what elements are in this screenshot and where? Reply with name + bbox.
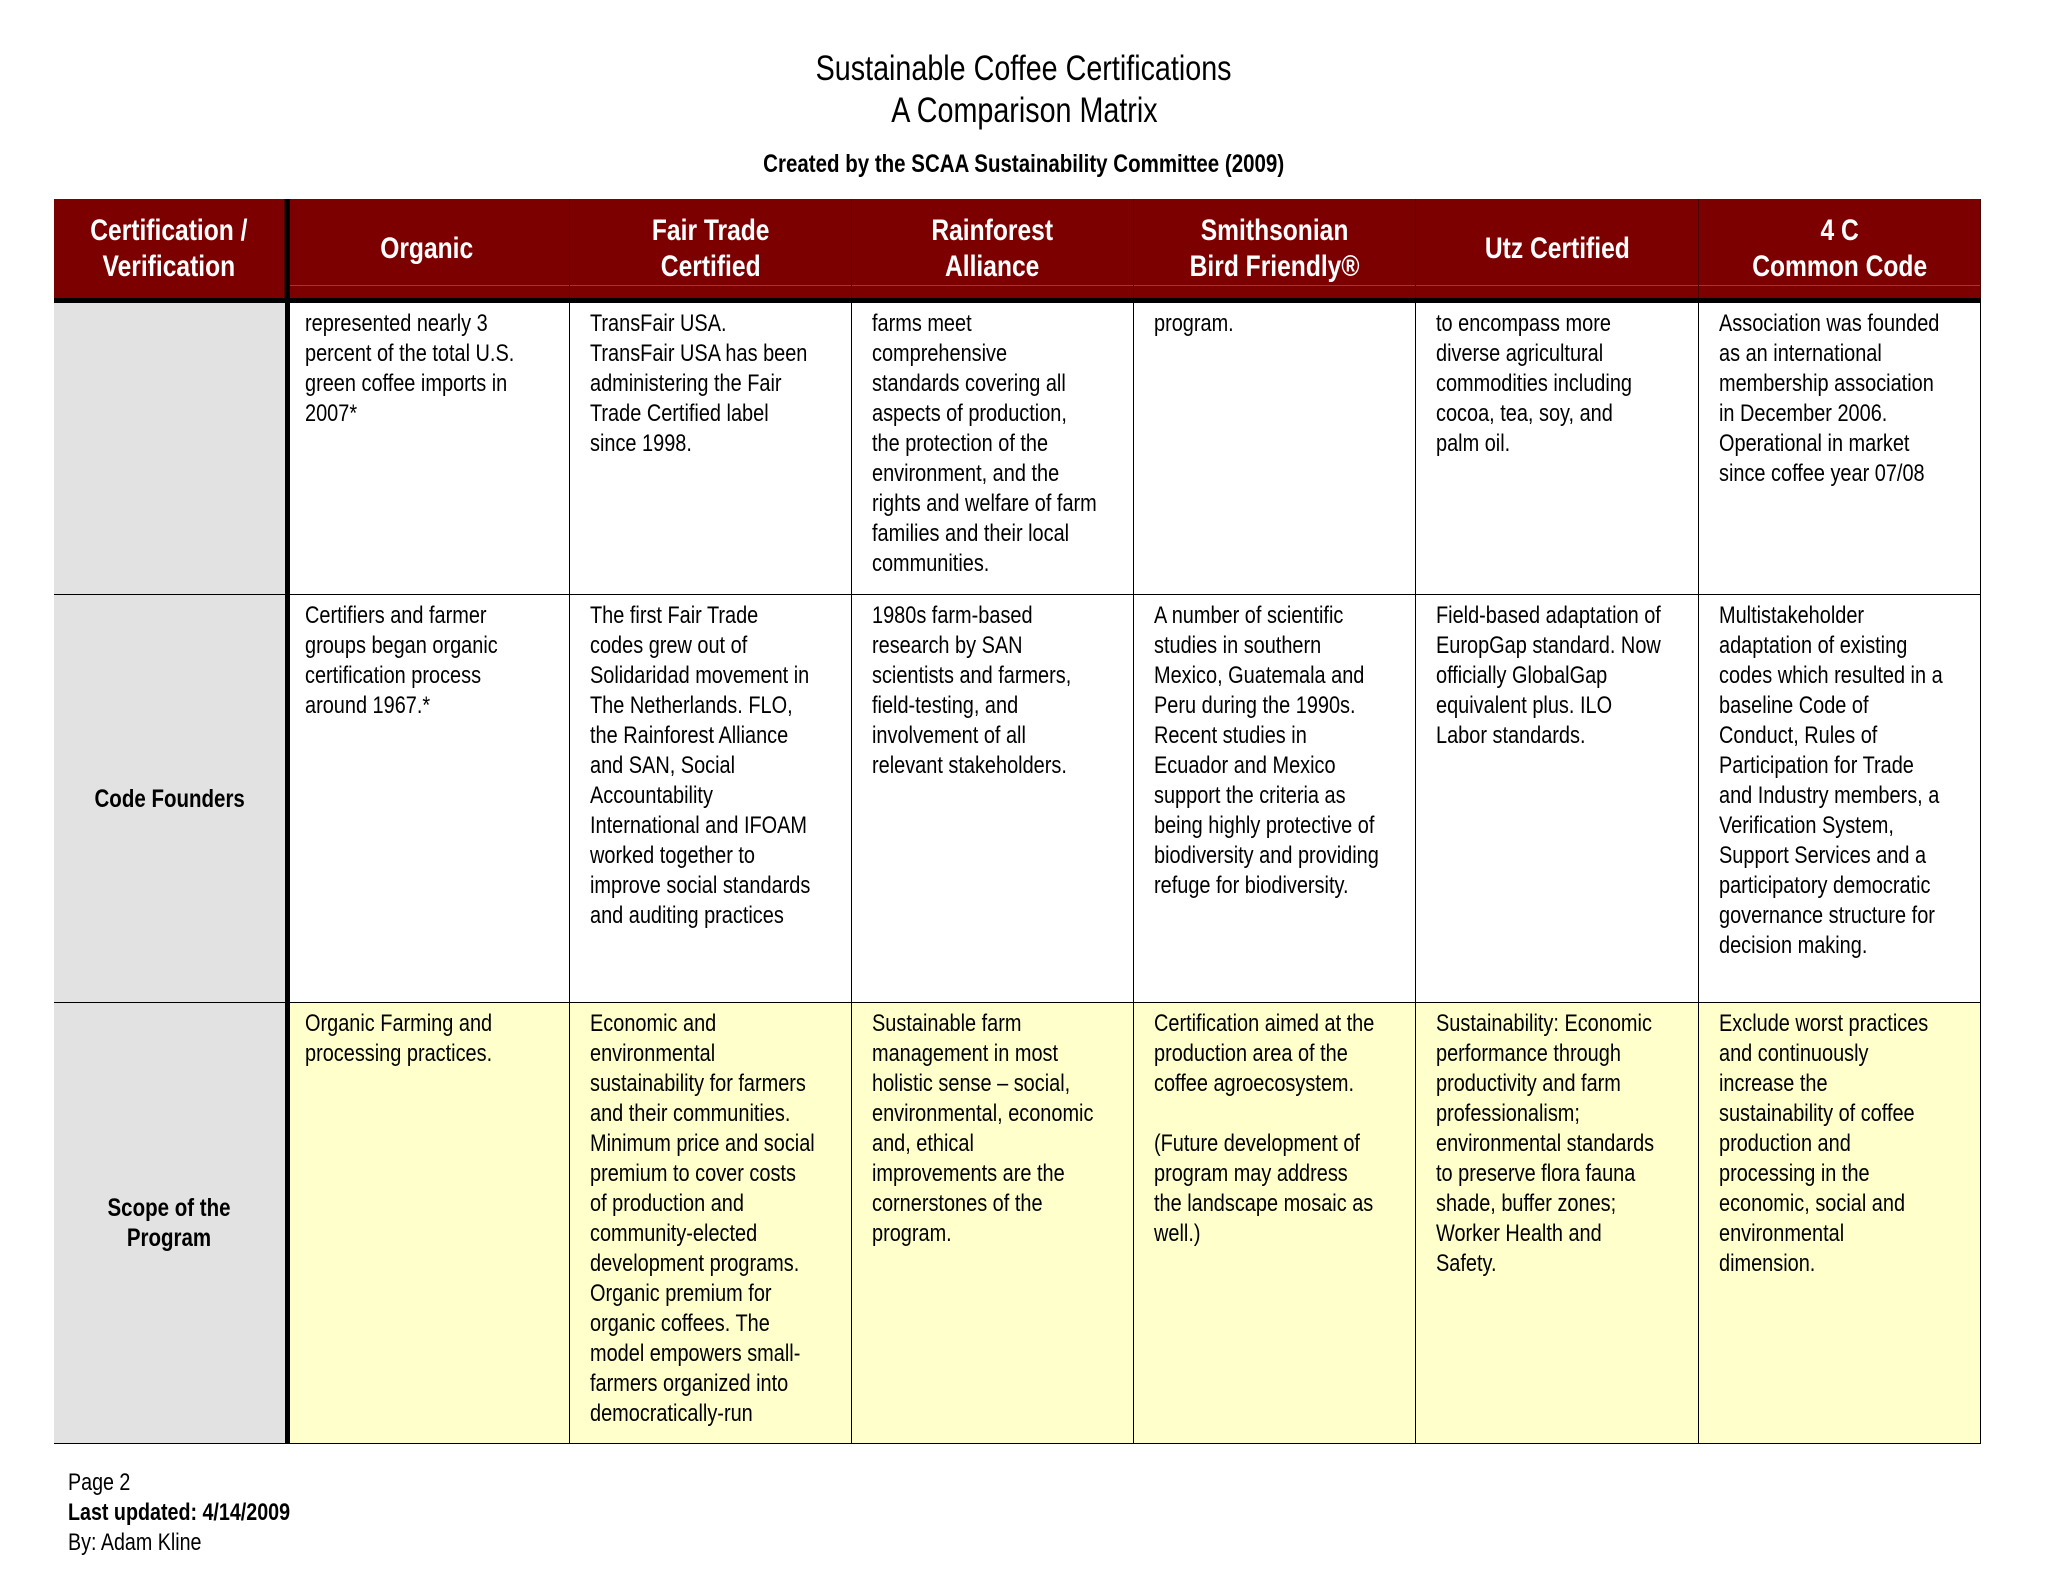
cell-text (1154, 601, 1379, 901)
text-line: to encompass more (1436, 310, 1611, 337)
table-cell (1134, 595, 1416, 1003)
header-rule (570, 285, 851, 286)
text-line: involvement of all (872, 722, 1026, 749)
text-line: since coffee year 07/08 (1719, 460, 1925, 487)
text-line: communities. (872, 550, 990, 577)
text-line: cocoa, tea, soy, and (1436, 400, 1613, 427)
text-line: environmental (590, 1040, 716, 1067)
text-line: families and their local (872, 520, 1070, 547)
text-line: adaptation of existing (1719, 632, 1908, 659)
header-rule (1416, 285, 1698, 286)
text-line: to preserve flora fauna (1436, 1160, 1636, 1187)
table-cell (570, 1003, 852, 1444)
text-line: Bird Friendly® (1189, 249, 1360, 283)
text-line: Certified (660, 249, 761, 283)
text-line: Solidaridad movement in (590, 662, 810, 689)
text-line: improve social standards (590, 872, 811, 899)
text-line: well.) (1154, 1220, 1201, 1247)
text-line: processing practices. (305, 1040, 493, 1067)
row-label-cell (54, 303, 285, 595)
text-line: Scope of the (107, 1194, 231, 1222)
text-line: Economic and (590, 1010, 717, 1037)
cell-text (872, 309, 1097, 579)
column-header-5 (1416, 199, 1699, 298)
text-line: Verification (102, 249, 236, 283)
text-line: around 1967.* (305, 692, 431, 719)
text-line: Association was founded (1719, 310, 1940, 337)
text-line: governance structure for (1719, 902, 1935, 929)
text-line: Worker Health and (1436, 1220, 1602, 1247)
text-line: and, ethical (872, 1130, 974, 1157)
text-line: worked together to (590, 842, 756, 869)
text-line: refuge for biodiversity. (1154, 872, 1349, 899)
table-cell (1699, 1003, 1981, 1444)
cell-text (872, 601, 1071, 781)
text-line: Exclude worst practices (1719, 1010, 1929, 1037)
text-line: 1980s farm-based (872, 602, 1033, 629)
text-line: shade, buffer zones; (1436, 1190, 1617, 1217)
text-line: Common Code (1752, 249, 1927, 283)
cell-text (1154, 309, 1234, 339)
text-line: Accountability (590, 782, 713, 809)
text-line: processing in the (1719, 1160, 1870, 1187)
cell-text (1436, 1009, 1654, 1279)
table-cell (1416, 303, 1699, 595)
text-line: green coffee imports in (305, 370, 508, 397)
text-line: organic coffees. The (590, 1310, 770, 1337)
row-label (54, 784, 285, 814)
text-line: EuropGap standard. Now (1436, 632, 1661, 659)
table-cell (1699, 595, 1981, 1003)
text-line: A number of scientific (1154, 602, 1344, 629)
document-title: Sustainable Coffee Certifications (816, 49, 1232, 88)
text-line: The first Fair Trade (590, 602, 759, 629)
text-line: administering the Fair (590, 370, 782, 397)
text-line: support the criteria as (1154, 782, 1346, 809)
text-line: farms meet (872, 310, 972, 337)
text-line: the Rainforest Alliance (590, 722, 789, 749)
text-line: and Industry members, a (1719, 782, 1940, 809)
text-line: environment, and the (872, 460, 1060, 487)
text-line: equivalent plus. ILO (1436, 692, 1613, 719)
text-line: International and IFOAM (590, 812, 808, 839)
text-line: certification process (305, 662, 482, 689)
cell-text (1719, 601, 1943, 961)
text-line: dimension. (1719, 1250, 1816, 1277)
text-line: model empowers small- (590, 1340, 801, 1367)
comparison-matrix-table (54, 199, 1981, 1444)
text-line: represented nearly 3 (305, 310, 488, 337)
table-cell (285, 595, 570, 1003)
text-line: and their communities. (590, 1100, 791, 1127)
text-line: Conduct, Rules of (1719, 722, 1878, 749)
table-cell (1416, 595, 1699, 1003)
text-line: standards covering all (872, 370, 1066, 397)
text-line: Minimum price and social (590, 1130, 815, 1157)
text-line: Organic Farming and (305, 1010, 493, 1037)
text-line: Sustainable farm (872, 1010, 1022, 1037)
header-rule (1699, 285, 1980, 286)
text-line: baseline Code of (1719, 692, 1869, 719)
text-line: production area of the (1154, 1040, 1348, 1067)
text-line: Certification / (90, 213, 248, 247)
text-line: Utz Certified (1484, 231, 1630, 265)
text-line: Program (127, 1224, 212, 1252)
column-header-1 (285, 199, 570, 298)
text-line: environmental, economic (872, 1100, 1094, 1127)
text-line: increase the (1719, 1070, 1828, 1097)
table-cell (1134, 303, 1416, 595)
cell-text (1436, 309, 1632, 459)
text-line: being highly protective of (1154, 812, 1375, 839)
cell-text (305, 309, 514, 429)
text-line: Operational in market (1719, 430, 1910, 457)
column-header-4 (1134, 199, 1416, 298)
text-line: sustainability of coffee (1719, 1100, 1915, 1127)
cell-text (1719, 309, 1939, 489)
text-line: TransFair USA. (590, 310, 727, 337)
text-line: production and (1719, 1130, 1851, 1157)
cell-text (1719, 1009, 1928, 1279)
text-line: codes which resulted in a (1719, 662, 1943, 689)
text-line: The Netherlands. FLO, (590, 692, 793, 719)
text-line: cornerstones of the (872, 1190, 1043, 1217)
header-rule (852, 285, 1133, 286)
text-line: and SAN, Social (590, 752, 736, 779)
table-cell (852, 595, 1134, 1003)
text-line: Fair Trade (651, 213, 770, 247)
text-line: environmental standards (1436, 1130, 1655, 1157)
text-line: performance through (1436, 1040, 1621, 1067)
text-line: Alliance (945, 249, 1040, 283)
column-header-3 (852, 199, 1134, 298)
text-line: research by SAN (872, 632, 1023, 659)
row-label (54, 434, 285, 464)
table-cell (852, 1003, 1134, 1444)
text-line: Multistakeholder (1719, 602, 1865, 629)
text-line: in December 2006. (1719, 400, 1888, 427)
header-rule (285, 285, 569, 286)
text-line: Code Founders (94, 784, 245, 813)
text-line: codes grew out of (590, 632, 748, 659)
text-line: economic, social and (1719, 1190, 1906, 1217)
text-line: comprehensive (872, 340, 1008, 367)
text-line: democratically-run (590, 1400, 753, 1427)
text-line: as an international (1719, 340, 1882, 367)
table-cell (570, 595, 852, 1003)
text-line: Smithsonian (1200, 213, 1349, 247)
document-subtitle-line: A Comparison Matrix (890, 91, 1158, 130)
table-cell (1134, 1003, 1416, 1444)
text-line: Peru during the 1990s. (1154, 692, 1356, 719)
text-line: palm oil. (1436, 430, 1511, 457)
text-line: professionalism; (1436, 1100, 1580, 1127)
cell-text (590, 309, 807, 459)
text-line: participatory democratic (1719, 872, 1931, 899)
row-label (54, 1193, 285, 1253)
text-line: Safety. (1436, 1250, 1497, 1277)
text-line: commodities including (1436, 370, 1632, 397)
table-cell (852, 303, 1134, 595)
text-line: percent of the total U.S. (305, 340, 515, 367)
column-header-2 (570, 199, 852, 298)
last-updated: Last updated: 4/14/2009 (68, 1499, 291, 1526)
text-line: Rainforest (931, 213, 1054, 247)
text-line: aspects of production, (872, 400, 1067, 427)
text-line: membership association (1719, 370, 1934, 397)
text-line: Certification aimed at the (1154, 1010, 1375, 1037)
text-line: Sustainability: Economic (1436, 1010, 1652, 1037)
text-line: program may address (1154, 1160, 1348, 1187)
text-line: improvements are the (872, 1160, 1065, 1187)
text-line: of production and (590, 1190, 744, 1217)
text-line: groups began organic (305, 632, 498, 659)
text-line: officially GlobalGap (1436, 662, 1608, 689)
text-line (1154, 1099, 1374, 1129)
text-line: (Future development of (1154, 1130, 1360, 1157)
text-line: holistic sense – social, (872, 1070, 1071, 1097)
text-line: community-elected (590, 1220, 758, 1247)
cell-text (590, 1009, 815, 1429)
text-line: Mexico, Guatemala and (1154, 662, 1365, 689)
cell-text (305, 601, 498, 721)
text-line: Labor standards. (1436, 722, 1586, 749)
text-line: diverse agricultural (1436, 340, 1604, 367)
header-rule (1134, 285, 1415, 286)
row-label-cell (54, 1003, 285, 1444)
text-line: Participation for Trade (1719, 752, 1914, 779)
text-line: Field-based adaptation of (1436, 602, 1661, 629)
text-line: coffee agroecosystem. (1154, 1070, 1355, 1097)
text-line: management in most (872, 1040, 1059, 1067)
author: By: Adam Kline (68, 1529, 202, 1556)
table-cell (570, 303, 852, 595)
text-line: TransFair USA has been (590, 340, 808, 367)
text-line: sustainability for farmers (590, 1070, 806, 1097)
cell-text (872, 1009, 1093, 1249)
table-cell (1699, 303, 1981, 595)
table-cell (285, 1003, 570, 1444)
text-line: scientists and farmers, (872, 662, 1072, 689)
text-line: rights and welfare of farm (872, 490, 1097, 517)
table-cell (1416, 1003, 1699, 1444)
text-line: biodiversity and providing (1154, 842, 1379, 869)
text-line: studies in southern (1154, 632, 1322, 659)
column-header-6 (1699, 199, 1981, 298)
text-line: Certifiers and farmer (305, 602, 487, 629)
table-cell (285, 303, 570, 595)
text-line: program. (1154, 310, 1234, 337)
created-by-line: Created by the SCAA Sustainability Committee (2009) (763, 150, 1285, 178)
text-line: 4 C (1820, 213, 1859, 247)
text-line: Recent studies in (1154, 722, 1307, 749)
label-column-divider (285, 199, 290, 1444)
cell-text (590, 601, 810, 931)
text-line: decision making. (1719, 932, 1868, 959)
text-line: Ecuador and Mexico (1154, 752, 1336, 779)
text-line: farmers organized into (590, 1370, 789, 1397)
text-line: productivity and farm (1436, 1070, 1621, 1097)
text-line: premium to cover costs (590, 1160, 796, 1187)
text-line: relevant stakeholders. (872, 752, 1067, 779)
cell-text (1154, 1009, 1374, 1249)
cell-text (305, 1009, 492, 1069)
text-line: 2007* (305, 400, 358, 427)
text-line: and continuously (1719, 1040, 1869, 1067)
text-line: Support Services and a (1719, 842, 1927, 869)
column-header-0 (54, 199, 285, 298)
text-line: the landscape mosaic as (1154, 1190, 1374, 1217)
text-line: development programs. (590, 1250, 800, 1277)
text-line: the protection of the (872, 430, 1049, 457)
text-line: program. (872, 1220, 952, 1247)
text-line: field-testing, and (872, 692, 1019, 719)
row-label-cell (54, 595, 285, 1003)
text-line: environmental (1719, 1220, 1845, 1247)
text-line: Verification System, (1719, 812, 1894, 839)
text-line: since 1998. (590, 430, 692, 457)
cell-text (1436, 601, 1661, 751)
text-line: Organic (380, 231, 474, 265)
text-line: and auditing practices (590, 902, 784, 929)
text-line: Trade Certified label (590, 400, 769, 427)
page-number: Page 2 (68, 1469, 131, 1496)
text-line: Organic premium for (590, 1280, 772, 1307)
